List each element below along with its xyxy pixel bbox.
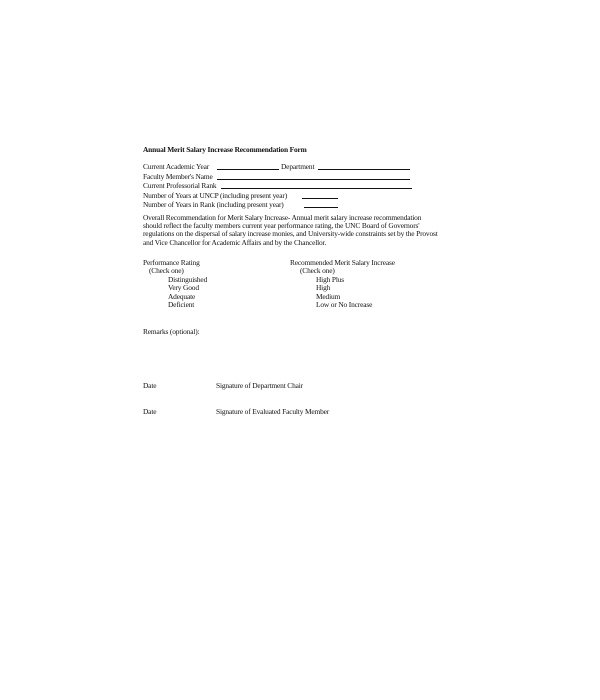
faculty-signature-label: Signature of Evaluated Faculty Member [216,407,330,416]
professorial-rank-label: Current Professorial Rank [143,181,217,190]
years-in-rank-label: Number of Years in Rank (including present year) [143,200,284,209]
paragraph-line: and Vice Chancellor for Academic Affairs and by the Chancellor. [143,237,327,247]
remarks-label: Remarks (optional): [143,327,200,336]
years-in-rank-field[interactable] [304,207,338,208]
department-field[interactable] [318,169,410,170]
paragraph-line: should reflect the faculty members current year performance rating, the UNC Board of Governors' [143,221,420,231]
rating-option-deficient[interactable]: Deficient [168,300,195,309]
paragraph-line: regulations on the dispersal of salary increase monies, and University-wide constraints set by the Provost [143,229,438,239]
overall-recommendation-paragraph [143,214,483,247]
form-title: Annual Merit Salary Increase Recommendation Form [143,145,307,154]
academic-year-label: Current Academic Year [143,162,210,171]
faculty-name-field[interactable] [217,179,410,180]
faculty-date-label: Date [143,407,157,416]
faculty-name-label: Faculty Member's Name [143,171,213,181]
remarks-area[interactable] [143,338,413,374]
increase-option-medium[interactable]: Medium [316,291,341,301]
department-label: Department [281,162,315,171]
recommended-increase-instruction: (Check one) [300,266,335,275]
increase-option-high[interactable]: High [316,283,331,292]
academic-year-field[interactable] [217,169,279,170]
increase-option-high-plus[interactable]: High Plus [316,274,345,284]
years-at-uncp-label: Number of Years at UNCP (including present year) [143,190,287,200]
performance-rating-heading: Performance Rating [143,258,200,267]
rating-option-adequate[interactable]: Adequate [168,291,196,301]
years-at-uncp-field[interactable] [302,198,338,199]
chair-date-label: Date [143,381,157,390]
increase-option-low-or-none[interactable]: Low or No Increase [316,300,373,309]
recommended-increase-heading: Recommended Merit Salary Increase [290,258,395,267]
performance-rating-instruction: (Check one) [149,266,184,275]
paragraph-line: Overall Recommendation for Merit Salary Increase- Annual merit salary increase recommendation [143,213,422,222]
chair-signature-label: Signature of Department Chair [216,381,303,390]
professorial-rank-field[interactable] [221,188,412,189]
rating-option-very-good[interactable]: Very Good [168,283,199,292]
rating-option-distinguished[interactable]: Distinguished [168,274,208,284]
